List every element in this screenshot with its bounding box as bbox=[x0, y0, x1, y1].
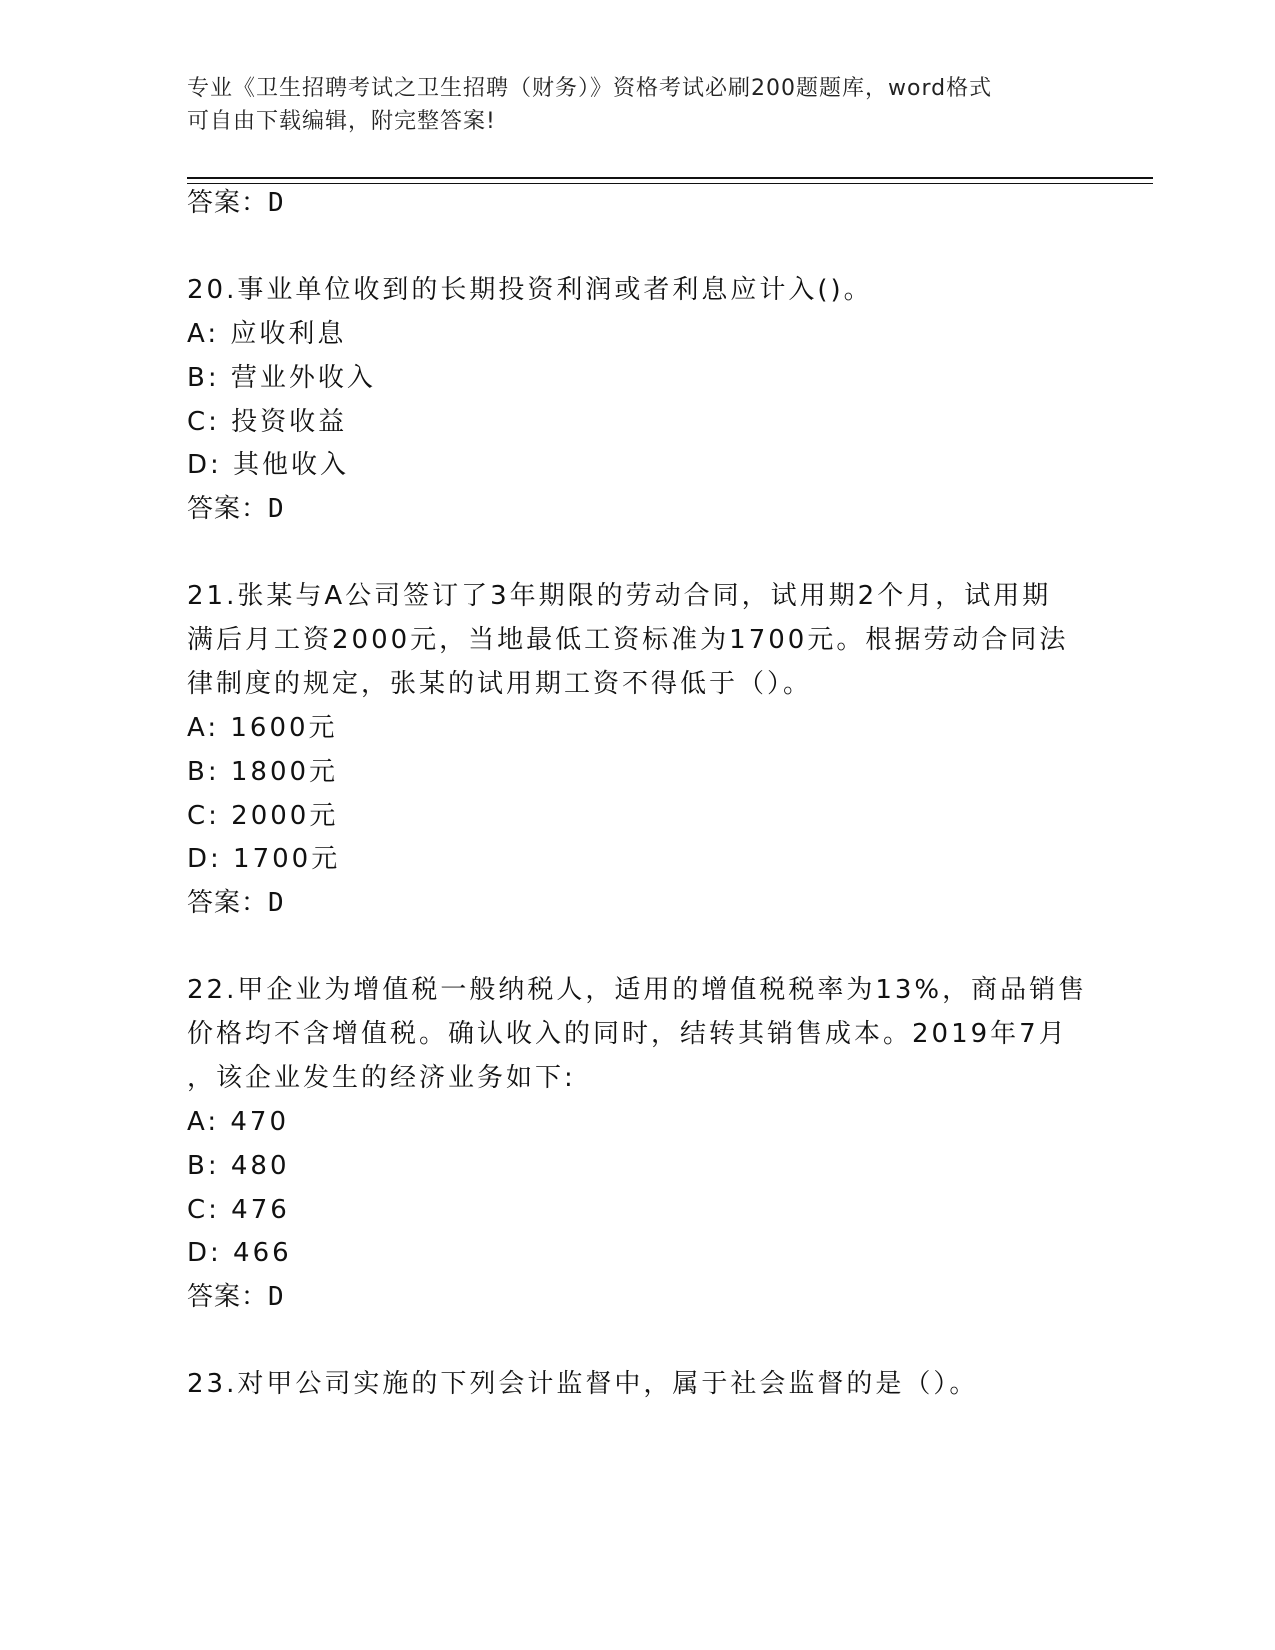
question-stem: 20.事业单位收到的长期投资利润或者利息应计入()。 bbox=[187, 275, 873, 305]
option-a: A: 470 bbox=[187, 1107, 289, 1137]
question-stem-line-3: ，该企业发生的经济业务如下: bbox=[187, 1063, 576, 1093]
header-line-2: 可自由下载编辑，附完整答案! bbox=[187, 109, 496, 134]
answer: 答案：D bbox=[187, 888, 285, 918]
header-rule-thick bbox=[187, 177, 1153, 179]
option-c: C: 投资收益 bbox=[187, 407, 348, 437]
previous-answer: 答案：D bbox=[187, 188, 285, 218]
option-b: B: 营业外收入 bbox=[187, 363, 376, 393]
page-header bbox=[187, 72, 1087, 138]
question-stem-line-1: 22.甲企业为增值税一般纳税人，适用的增值税税率为13%，商品销售 bbox=[187, 975, 1088, 1005]
question-stem-line-1: 21.张某与A公司签订了3年期限的劳动合同，试用期2个月，试用期 bbox=[187, 581, 1052, 611]
option-a: A: 应收利息 bbox=[187, 319, 347, 349]
question-stem-line-3: 律制度的规定，张某的试用期工资不得低于（）。 bbox=[187, 669, 813, 699]
option-c: C: 2000元 bbox=[187, 801, 339, 831]
header-rule-thin bbox=[187, 183, 1153, 184]
option-a: A: 1600元 bbox=[187, 713, 338, 743]
option-d: D: 466 bbox=[187, 1238, 292, 1268]
option-d: D: 1700元 bbox=[187, 844, 341, 874]
question-stem-line-2: 满后月工资2000元，当地最低工资标准为1700元。根据劳动合同法 bbox=[187, 625, 1069, 655]
answer: 答案：D bbox=[187, 494, 285, 524]
option-c: C: 476 bbox=[187, 1195, 290, 1225]
question-stem-line-2: 价格均不含增值税。确认收入的同时，结转其销售成本。2019年7月 bbox=[187, 1019, 1068, 1049]
option-b: B: 480 bbox=[187, 1151, 290, 1181]
option-d: D: 其他收入 bbox=[187, 450, 350, 480]
option-b: B: 1800元 bbox=[187, 757, 339, 787]
question-stem: 23.对甲公司实施的下列会计监督中，属于社会监督的是（）。 bbox=[187, 1369, 979, 1399]
header-line-1: 专业《卫生招聘考试之卫生招聘（财务）》资格考试必刷200题题库，word格式 bbox=[187, 76, 993, 101]
answer: 答案：D bbox=[187, 1282, 285, 1312]
